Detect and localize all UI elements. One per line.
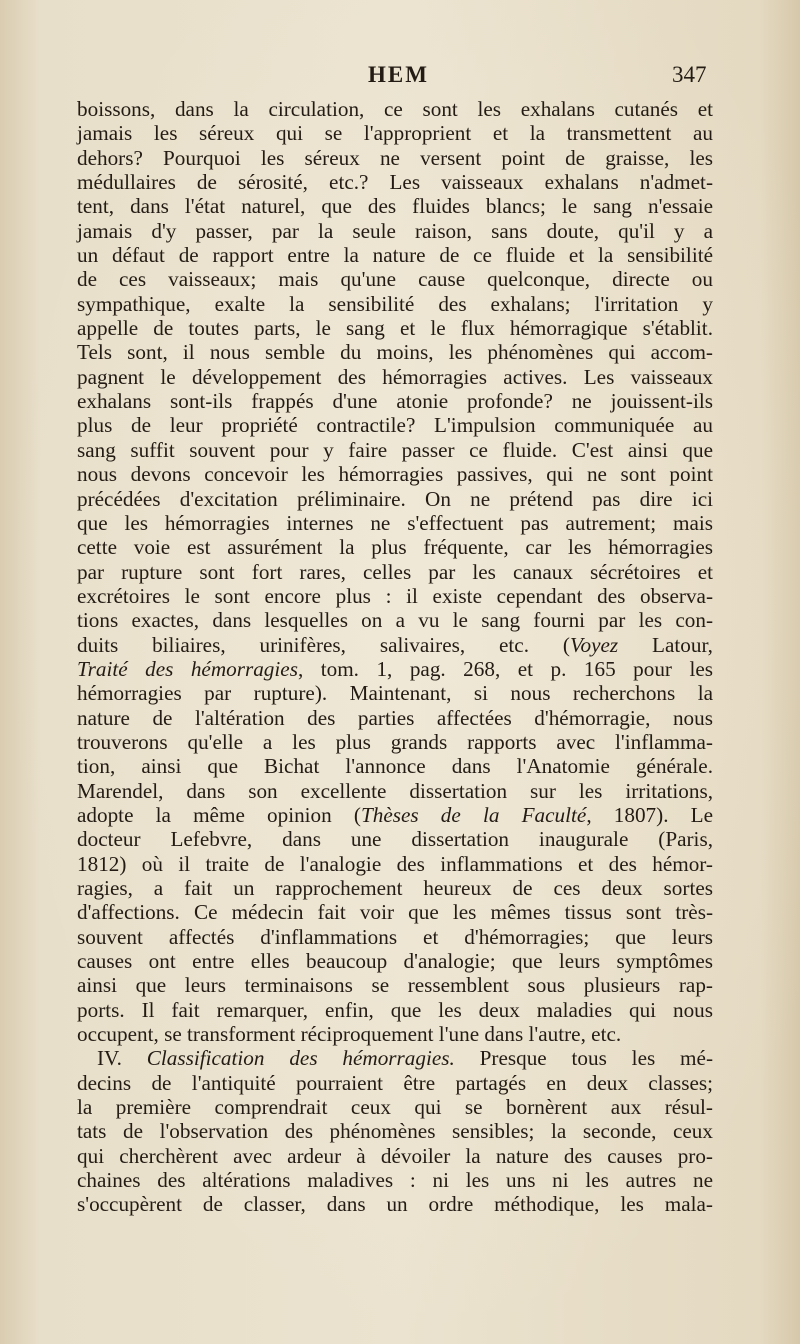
italic-segment: Traité des hémorragies — [77, 656, 298, 681]
text-segment: , tom. 1, pag. 268, et p. 165 pour les — [297, 656, 713, 681]
text-line-mixed — [77, 803, 713, 827]
text-line: la première comprendrait ceux qui se bornèrent aux résul- — [77, 1095, 713, 1120]
text-line: ragies, a fait un rapprochement heureux de ces deux sortes — [77, 876, 713, 900]
text-line: plus de leur propriété contractile? L'impulsion communiquée au — [77, 413, 713, 438]
text-line: trouverons qu'elle a les plus grands rapports avec l'inflamma- — [77, 729, 713, 754]
text-line: decins de l'antiquité pourraient être partagés en deux classes; — [77, 1070, 713, 1095]
text-line-mixed — [77, 633, 713, 657]
text-line: souvent affectés d'inflammations et d'hémorragies; que leurs — [77, 924, 713, 949]
text-line: tats de l'observation des phénomènes sensibles; la seconde, ceux — [77, 1119, 713, 1144]
text-line: jamais d'y passer, par la seule raison, sans doute, qu'il y a — [77, 218, 713, 243]
text-line: chaines des altérations maladives : ni les uns ni les autres ne — [77, 1168, 713, 1193]
text-line: ainsi que leurs terminaisons se ressemblent sous plusieurs rap- — [77, 973, 713, 998]
text-line: nous devons concevoir les hémorragies passives, qui ne sont point — [77, 462, 713, 487]
text-line: de ces vaisseaux; mais qu'une cause quelconque, directe ou — [77, 267, 713, 292]
text-line: Marendel, dans son excellente dissertation sur les irritations, — [77, 778, 713, 803]
section-heading-line — [77, 1046, 713, 1070]
text-line: nature de l'altération des parties affectées d'hémorragie, nous — [77, 705, 713, 730]
text-segment: , 1807). Le — [586, 802, 713, 827]
text-line: tions exactes, dans lesquelles on a vu le sang fourni par les con- — [77, 608, 713, 633]
text-segment: duits biliaires, urinifères, salivaires, etc. ( — [77, 632, 570, 657]
running-head: HEM — [368, 62, 429, 87]
section-number: IV. — [97, 1046, 147, 1071]
section-title: Classification des hémorragies. — [146, 1046, 455, 1071]
text-line: boissons, dans la circulation, ce sont les exhalans cutanés et — [77, 97, 713, 121]
text-line: excrétoires le sont encore plus : il existe cependant des observa- — [77, 583, 713, 608]
text-line: Tels sont, il nous semble du moins, les phénomènes qui accom- — [77, 340, 713, 365]
italic-segment: Thèses de la Faculté — [360, 802, 587, 827]
text-line: sang suffit souvent pour y faire passer ce fluide. C'est ainsi que — [77, 437, 713, 462]
text-line: s'occupèrent de classer, dans un ordre méthodique, les mala- — [77, 1192, 713, 1217]
text-segment: Latour, — [618, 632, 713, 657]
text-line: occupent, se transforment réciproquement l'une dans l'autre, etc. — [77, 1022, 622, 1047]
page-header — [0, 62, 800, 94]
text-line: médullaires de sérosité, etc.? Les vaisseaux exhalans n'admet- — [77, 170, 713, 195]
text-line: causes ont entre elles beaucoup d'analogie; que leurs symptômes — [77, 949, 713, 974]
text-line: docteur Lefebvre, dans une dissertation inaugurale (Paris, — [77, 827, 713, 852]
body-text — [77, 97, 713, 1217]
text-line: précédées d'excitation préliminaire. On ne prétend pas dire ici — [77, 486, 713, 511]
text-line: sympathique, exalte la sensibilité des exhalans; l'irritation y — [77, 291, 713, 316]
text-line: un défaut de rapport entre la nature de ce fluide et la sensibilité — [77, 243, 713, 268]
text-line: exhalans sont-ils frappés d'une atonie profonde? ne jouissent-ils — [77, 389, 713, 414]
text-line: pagnent le développement des hémorragies actives. Les vaisseaux — [77, 364, 713, 389]
text-line: 1812) où il traite de l'analogie des inflammations et des hémor- — [77, 851, 713, 876]
text-line: ports. Il fait remarquer, enfin, que les deux maladies qui nous — [77, 997, 713, 1022]
page-number: 347 — [672, 62, 707, 87]
text-line: d'affections. Ce médecin fait voir que les mêmes tissus sont très- — [77, 900, 713, 925]
text-segment: Presque tous les mé- — [454, 1046, 713, 1071]
text-line: tent, dans l'état naturel, que des fluides blancs; le sang n'essaie — [77, 194, 713, 219]
text-segment: adopte la même opinion ( — [77, 802, 361, 827]
text-line-mixed — [77, 657, 713, 681]
text-line: hémorragies par rupture). Maintenant, si nous recherchons la — [77, 681, 713, 706]
text-line: par rupture sont fort rares, celles par les canaux sécrétoires et — [77, 559, 713, 584]
text-line: jamais les séreux qui se l'approprient et la transmettent au — [77, 121, 713, 146]
text-line: qui cherchèrent avec ardeur à dévoiler la nature des causes pro- — [77, 1143, 713, 1168]
text-line: que les hémorragies internes ne s'effectuent pas autrement; mais — [77, 510, 713, 535]
italic-segment: Voyez — [569, 632, 619, 657]
text-line: cette voie est assurément la plus fréquente, car les hémorragies — [77, 535, 713, 560]
text-line: tion, ainsi que Bichat l'annonce dans l'Anatomie générale. — [77, 754, 713, 779]
text-line: appelle de toutes parts, le sang et le flux hémorragique s'établit. — [77, 316, 713, 341]
text-line: dehors? Pourquoi les séreux ne versent point de graisse, les — [77, 145, 713, 170]
